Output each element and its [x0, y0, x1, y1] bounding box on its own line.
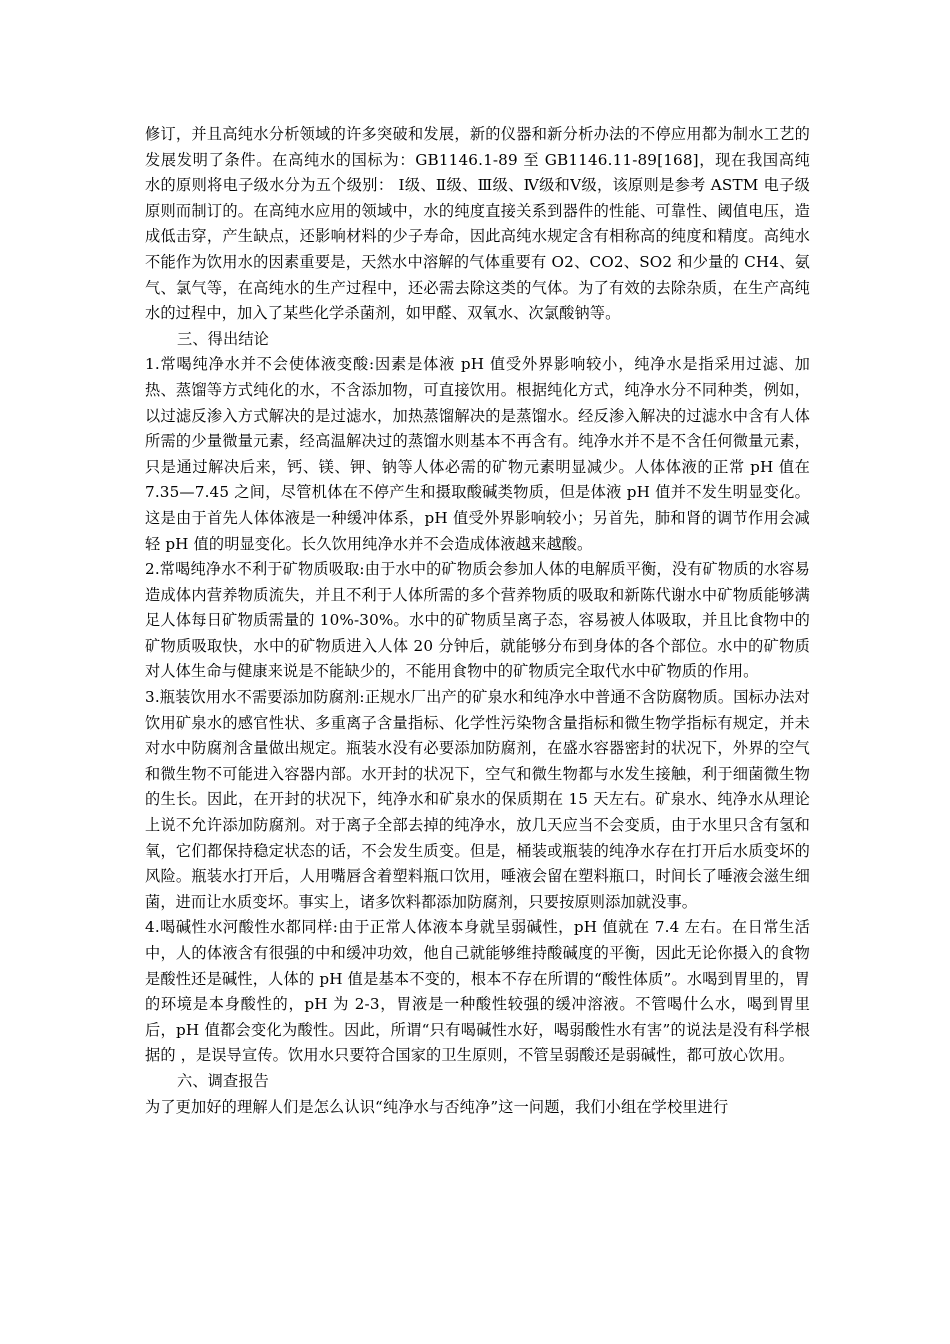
conclusion-item-2: 2.常喝纯净水不利于矿物质吸取:由于水中的矿物质会参加人体的电解质平衡，没有矿物质的水容易造成体内营养物质流失，并且不利于人体所需的多个营养物质的吸取和新陈代谢水中矿物质能够满足人体每日矿物质需量的 10%-30%。水中的矿物质呈离子态，容易被人体吸取，并且比食物中的矿物质吸取快，水中的矿物质进入人体 20 分钟后，就能够分布到身体的各个部位。水中的矿物质对人体生命与健康来说是不能缺少的，不能用食物中的矿物质完全取代水中矿物质的作用。 — [145, 560, 810, 681]
document-body — [145, 122, 810, 1120]
conclusion-item-3: 3.瓶装饮用水不需要添加防腐剂:正规水厂出产的矿泉水和纯净水中普通不含防腐物质。国标办法对饮用矿泉水的感官性状、多重离子含量指标、化学性污染物含量指标和微生物学指标有规定，并未对水中防腐剂含量做出规定。瓶装水没有必要添加防腐剂，在盛水容器密封的状况下，外界的空气和微生物不可能进入容器内部。水开封的状况下，空气和微生物都与水发生接触，利于细菌微生物的生长。因此，在开封的状况下，纯净水和矿泉水的保质期在 15 天左右。矿泉水、纯净水从理论上说不允许添加防腐剂。对于离子全部去掉的纯净水，放几天应当不会变质，由于水里只含有氢和氧，它们都保持稳定状态的话，不会发生质变。但是，桶装或瓶装的纯净水存在打开后水质变坏的风险。瓶装水打开后，人用嘴唇含着塑料瓶口饮用，唾液会留在塑料瓶口，时间长了唾液会滋生细菌，进而让水质变坏。事实上，诸多饮料都添加防腐剂，只要按原则添加就没事。 — [145, 688, 810, 911]
intro-paragraph: 修订，并且高纯水分析领域的许多突破和发展，新的仪器和新分析办法的不停应用都为制水工艺的发展发明了条件。在高纯水的国标为：GB1146.1-89 至 GB1146.11-89[168]，现在我国高纯水的原则将电子级水分为五个级别： Ⅰ级、Ⅱ级、Ⅲ级、Ⅳ级和Ⅴ级，该原则是参考 ASTM 电子级原则而制订的。在高纯水应用的领域中，水的纯度直接关系到器件的性能、可靠性、阈值电压，造成低击穿，产生缺点，还影响材料的少子寿命，因此高纯水规定含有相称高的纯度和精度。高纯水不能作为饮用水的因素重要是，天然水中溶解的气体重要有 O2、CO2、SO2 和少量的 CH4、氨气、氯气等，在高纯水的生产过程中，还必需去除这类的气体。为了有效的去除杂质，在生产高纯水的过程中，加入了某些化学杀菌剂，如甲醛、双氧水、次氯酸钠等。 — [145, 125, 810, 323]
report-paragraph: 为了更加好的理解人们是怎么认识“纯净水与否纯净”这一问题，我们小组在学校里进行 — [145, 1097, 729, 1116]
section-heading-report: 六、调查报告 — [177, 1071, 270, 1090]
conclusion-item-4: 4.喝碱性水河酸性水都同样:由于正常人体液本身就呈弱碱性，pH 值就在 7.4 左右。在日常生活中，人的体液含有很强的中和缓冲功效，他自己就能够维持酸碱度的平衡，因此无论你摄入的食物是酸性还是碱性，人体的 pH 值是基本不变的，根本不存在所谓的“酸性体质”。水喝到胃里的，胃的环境是本身酸性的，pH 为 2-3，胃液是一种酸性较强的缓冲溶液。不管喝什么水，喝到胃里后，pH 值都会变化为酸性。因此，所谓“只有喝碱性水好，喝弱酸性水有害”的说法是没有科学根据的 ，是误导宣传。饮用水只要符合国家的卫生原则，不管呈弱酸还是弱碱性，都可放心饮用。 — [145, 918, 810, 1065]
conclusion-item-1: 1.常喝纯净水并不会使体液变酸:因素是体液 pH 值受外界影响较小，纯净水是指采用过滤、加热、蒸馏等方式纯化的水，不含添加物，可直接饮用。根据纯化方式，纯净水分不同种类，例如，以过滤反渗入方式解决的是过滤水，加热蒸馏解决的是蒸馏水。经反渗入解决的过滤水中含有人体所需的少量微量元素，经高温解决过的蒸馏水则基本不再含有。纯净水并不是不含任何微量元素，只是通过解决后来，钙、镁、钾、钠等人体必需的矿物元素明显减少。人体体液的正常 pH 值在 7.35—7.45 之间，尽管机体在不停产生和摄取酸碱类物质，但是体液 pH 值并不发生明显变化。这是由于首先人体体液是一种缓冲体系，pH 值受外界影响较小；另首先，肺和肾的调节作用会减轻 pH 值的明显变化。长久饮用纯净水并不会造成体液越来越酸。 — [145, 355, 810, 553]
section-heading-conclusion: 三、得出结论 — [177, 329, 270, 348]
